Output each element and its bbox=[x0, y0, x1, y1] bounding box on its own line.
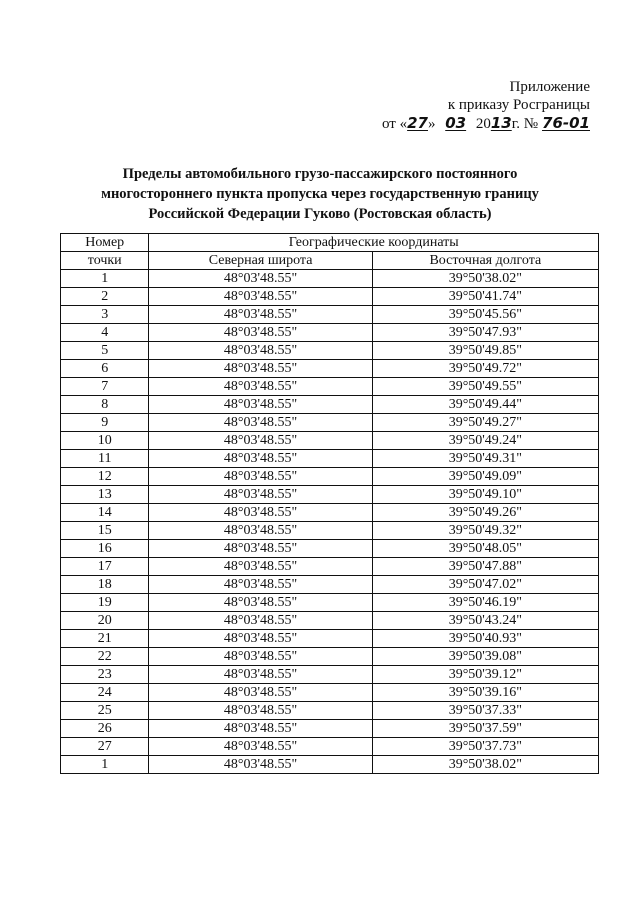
latitude-cell: 48°03'48.55" bbox=[149, 648, 372, 666]
table-row bbox=[61, 414, 599, 432]
latitude-cell: 48°03'48.55" bbox=[149, 738, 372, 756]
table-row bbox=[61, 306, 599, 324]
table-row bbox=[61, 756, 599, 774]
header-point: точки bbox=[61, 252, 149, 270]
header-row-top bbox=[61, 234, 599, 252]
table-row bbox=[61, 684, 599, 702]
appendix-title: Приложение bbox=[509, 79, 590, 95]
latitude-cell: 48°03'48.55" bbox=[149, 720, 372, 738]
latitude-cell: 48°03'48.55" bbox=[149, 486, 372, 504]
longitude-cell: 39°50'49.85" bbox=[372, 342, 598, 360]
point-number-cell: 25 bbox=[61, 702, 149, 720]
latitude-cell: 48°03'48.55" bbox=[149, 270, 372, 288]
latitude-cell: 48°03'48.55" bbox=[149, 342, 372, 360]
latitude-cell: 48°03'48.55" bbox=[149, 306, 372, 324]
document-title bbox=[60, 164, 580, 224]
point-number-cell: 26 bbox=[61, 720, 149, 738]
table-row bbox=[61, 432, 599, 450]
appendix-header bbox=[330, 78, 590, 133]
table-row bbox=[61, 558, 599, 576]
longitude-cell: 39°50'49.44" bbox=[372, 396, 598, 414]
longitude-cell: 39°50'49.09" bbox=[372, 468, 598, 486]
table-row bbox=[61, 288, 599, 306]
longitude-cell: 39°50'49.27" bbox=[372, 414, 598, 432]
longitude-cell: 39°50'47.93" bbox=[372, 324, 598, 342]
date-prefix: от « bbox=[382, 116, 408, 132]
point-number-cell: 8 bbox=[61, 396, 149, 414]
point-number-cell: 5 bbox=[61, 342, 149, 360]
point-number-cell: 11 bbox=[61, 450, 149, 468]
latitude-cell: 48°03'48.55" bbox=[149, 522, 372, 540]
longitude-cell: 39°50'49.26" bbox=[372, 504, 598, 522]
longitude-cell: 39°50'41.74" bbox=[372, 288, 598, 306]
table-row bbox=[61, 450, 599, 468]
latitude-cell: 48°03'48.55" bbox=[149, 702, 372, 720]
latitude-cell: 48°03'48.55" bbox=[149, 414, 372, 432]
longitude-cell: 39°50'38.02" bbox=[372, 756, 598, 774]
latitude-cell: 48°03'48.55" bbox=[149, 324, 372, 342]
table-row bbox=[61, 702, 599, 720]
latitude-cell: 48°03'48.55" bbox=[149, 432, 372, 450]
latitude-cell: 48°03'48.55" bbox=[149, 504, 372, 522]
latitude-cell: 48°03'48.55" bbox=[149, 666, 372, 684]
coordinates-table bbox=[60, 233, 599, 774]
longitude-cell: 39°50'39.12" bbox=[372, 666, 598, 684]
table-row bbox=[61, 576, 599, 594]
latitude-cell: 48°03'48.55" bbox=[149, 360, 372, 378]
header-coordinates: Географические координаты bbox=[149, 234, 599, 252]
longitude-cell: 39°50'43.24" bbox=[372, 612, 598, 630]
point-number-cell: 1 bbox=[61, 756, 149, 774]
point-number-cell: 13 bbox=[61, 486, 149, 504]
header-latitude: Северная широта bbox=[149, 252, 372, 270]
latitude-cell: 48°03'48.55" bbox=[149, 540, 372, 558]
table-row bbox=[61, 468, 599, 486]
handwritten-year-suffix: 13 bbox=[490, 114, 512, 132]
latitude-cell: 48°03'48.55" bbox=[149, 288, 372, 306]
longitude-cell: 39°50'39.16" bbox=[372, 684, 598, 702]
point-number-cell: 24 bbox=[61, 684, 149, 702]
point-number-cell: 4 bbox=[61, 324, 149, 342]
latitude-cell: 48°03'48.55" bbox=[149, 612, 372, 630]
longitude-cell: 39°50'37.73" bbox=[372, 738, 598, 756]
year-prefix: 20 bbox=[472, 116, 491, 132]
table-row bbox=[61, 522, 599, 540]
longitude-cell: 39°50'48.05" bbox=[372, 540, 598, 558]
point-number-cell: 23 bbox=[61, 666, 149, 684]
date-mid: » bbox=[427, 116, 440, 132]
title-line-1: Пределы автомобильного грузо-пассажирского постоянного bbox=[122, 166, 518, 182]
longitude-cell: 39°50'49.24" bbox=[372, 432, 598, 450]
point-number-cell: 22 bbox=[61, 648, 149, 666]
point-number-cell: 15 bbox=[61, 522, 149, 540]
point-number-cell: 21 bbox=[61, 630, 149, 648]
table-row bbox=[61, 486, 599, 504]
latitude-cell: 48°03'48.55" bbox=[149, 468, 372, 486]
table-row bbox=[61, 540, 599, 558]
table-body bbox=[61, 270, 599, 774]
longitude-cell: 39°50'49.32" bbox=[372, 522, 598, 540]
point-number-cell: 16 bbox=[61, 540, 149, 558]
longitude-cell: 39°50'49.55" bbox=[372, 378, 598, 396]
point-number-cell: 20 bbox=[61, 612, 149, 630]
handwritten-day: 27 bbox=[407, 114, 428, 132]
point-number-cell: 14 bbox=[61, 504, 149, 522]
title-line-2: многостороннего пункта пропуска через государственную границу bbox=[101, 186, 539, 202]
longitude-cell: 39°50'45.56" bbox=[372, 306, 598, 324]
table-row bbox=[61, 612, 599, 630]
longitude-cell: 39°50'49.72" bbox=[372, 360, 598, 378]
longitude-cell: 39°50'37.33" bbox=[372, 702, 598, 720]
point-number-cell: 10 bbox=[61, 432, 149, 450]
table-row bbox=[61, 324, 599, 342]
handwritten-order-number: 76-01 bbox=[542, 114, 590, 132]
handwritten-month: 03 bbox=[445, 114, 467, 132]
latitude-cell: 48°03'48.55" bbox=[149, 756, 372, 774]
point-number-cell: 7 bbox=[61, 378, 149, 396]
latitude-cell: 48°03'48.55" bbox=[149, 684, 372, 702]
longitude-cell: 39°50'40.93" bbox=[372, 630, 598, 648]
longitude-cell: 39°50'37.59" bbox=[372, 720, 598, 738]
table-row bbox=[61, 594, 599, 612]
table-row bbox=[61, 378, 599, 396]
point-number-cell: 9 bbox=[61, 414, 149, 432]
point-number-cell: 2 bbox=[61, 288, 149, 306]
point-number-cell: 3 bbox=[61, 306, 149, 324]
longitude-cell: 39°50'47.88" bbox=[372, 558, 598, 576]
appendix-date-line bbox=[330, 114, 590, 133]
table-row bbox=[61, 648, 599, 666]
table-row bbox=[61, 396, 599, 414]
point-number-cell: 1 bbox=[61, 270, 149, 288]
latitude-cell: 48°03'48.55" bbox=[149, 378, 372, 396]
point-number-cell: 27 bbox=[61, 738, 149, 756]
table-row bbox=[61, 504, 599, 522]
latitude-cell: 48°03'48.55" bbox=[149, 558, 372, 576]
point-number-cell: 18 bbox=[61, 576, 149, 594]
longitude-cell: 39°50'47.02" bbox=[372, 576, 598, 594]
latitude-cell: 48°03'48.55" bbox=[149, 576, 372, 594]
point-number-cell: 6 bbox=[61, 360, 149, 378]
longitude-cell: 39°50'49.10" bbox=[372, 486, 598, 504]
latitude-cell: 48°03'48.55" bbox=[149, 630, 372, 648]
appendix-order-ref: к приказу Росграницы bbox=[447, 97, 590, 113]
point-number-cell: 19 bbox=[61, 594, 149, 612]
latitude-cell: 48°03'48.55" bbox=[149, 396, 372, 414]
longitude-cell: 39°50'49.31" bbox=[372, 450, 598, 468]
longitude-cell: 39°50'39.08" bbox=[372, 648, 598, 666]
table-row bbox=[61, 342, 599, 360]
table-row bbox=[61, 666, 599, 684]
header-row-bottom bbox=[61, 252, 599, 270]
latitude-cell: 48°03'48.55" bbox=[149, 594, 372, 612]
longitude-cell: 39°50'38.02" bbox=[372, 270, 598, 288]
number-label: г. № bbox=[511, 116, 539, 132]
title-line-3: Российской Федерации Гуково (Ростовская область) bbox=[148, 206, 492, 222]
table-row bbox=[61, 738, 599, 756]
point-number-cell: 12 bbox=[61, 468, 149, 486]
longitude-cell: 39°50'46.19" bbox=[372, 594, 598, 612]
point-number-cell: 17 bbox=[61, 558, 149, 576]
table-row bbox=[61, 270, 599, 288]
header-longitude: Восточная долгота bbox=[372, 252, 598, 270]
latitude-cell: 48°03'48.55" bbox=[149, 450, 372, 468]
table-row bbox=[61, 630, 599, 648]
table-row bbox=[61, 360, 599, 378]
header-number: Номер bbox=[61, 234, 149, 252]
table-row bbox=[61, 720, 599, 738]
